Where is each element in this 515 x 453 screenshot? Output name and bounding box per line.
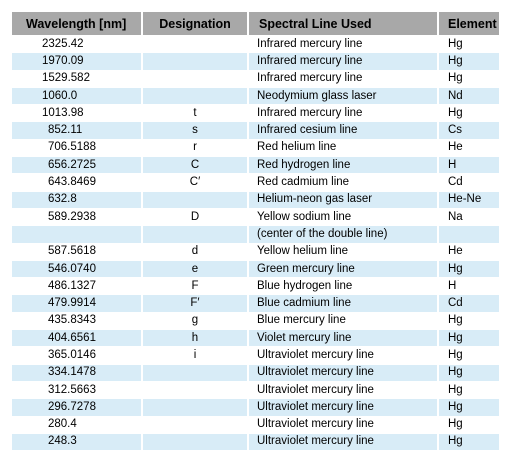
wavelength-cell: 1970.09 — [12, 53, 142, 70]
wavelength-cell: 296.7278 — [12, 399, 142, 416]
wavelength-cell: 404.6561 — [12, 330, 142, 347]
designation-cell: F — [142, 278, 248, 295]
spectral-line-cell: Ultraviolet mercury line — [248, 399, 438, 416]
table-body — [12, 36, 499, 451]
designation-cell — [142, 70, 248, 87]
element-cell: Hg — [438, 260, 499, 277]
designation-cell — [142, 433, 248, 450]
spectral-line-cell: Ultraviolet mercury line — [248, 433, 438, 450]
table-row — [12, 381, 499, 398]
wavelength-cell: 435.8343 — [12, 312, 142, 329]
designation-cell: r — [142, 139, 248, 156]
table-row — [12, 191, 499, 208]
designation-cell: d — [142, 243, 248, 260]
table-row — [12, 416, 499, 433]
wavelength-cell: 486.1327 — [12, 278, 142, 295]
designation-cell: F′ — [142, 295, 248, 312]
spectral-line-cell: Yellow helium line — [248, 243, 438, 260]
element-cell: Hg — [438, 364, 499, 381]
element-cell: Hg — [438, 433, 499, 450]
header-spectral-line: Spectral Line Used — [248, 12, 438, 36]
table-row — [12, 347, 499, 364]
designation-cell: D — [142, 208, 248, 225]
wavelength-cell — [12, 226, 142, 243]
spectral-line-cell: Green mercury line — [248, 260, 438, 277]
wavelength-cell: 334.1478 — [12, 364, 142, 381]
table-row — [12, 364, 499, 381]
table-row — [12, 105, 499, 122]
wavelength-cell: 1060.0 — [12, 87, 142, 104]
wavelength-cell: 587.5618 — [12, 243, 142, 260]
element-cell: Na — [438, 208, 499, 225]
spectral-line-cell: Ultraviolet mercury line — [248, 364, 438, 381]
spectral-line-cell: Infrared mercury line — [248, 53, 438, 70]
table-row — [12, 226, 499, 243]
wavelength-cell: 479.9914 — [12, 295, 142, 312]
spectral-line-cell: Infrared mercury line — [248, 105, 438, 122]
element-cell: Hg — [438, 381, 499, 398]
table-row — [12, 399, 499, 416]
spectral-line-cell: Violet mercury line — [248, 330, 438, 347]
table-row — [12, 208, 499, 225]
table-row — [12, 174, 499, 191]
header-element: Element — [438, 12, 499, 36]
element-cell: Nd — [438, 87, 499, 104]
spectral-line-cell: Infrared mercury line — [248, 36, 438, 53]
wavelength-cell: 643.8469 — [12, 174, 142, 191]
designation-cell — [142, 226, 248, 243]
designation-cell: i — [142, 347, 248, 364]
designation-cell: e — [142, 260, 248, 277]
table-row — [12, 295, 499, 312]
header-wavelength: Wavelength [nm] — [12, 12, 142, 36]
element-cell: Hg — [438, 330, 499, 347]
element-cell: Hg — [438, 312, 499, 329]
designation-cell — [142, 416, 248, 433]
table-row — [12, 330, 499, 347]
element-cell: Hg — [438, 105, 499, 122]
spectral-lines-table — [12, 12, 499, 450]
spectral-line-cell: Infrared cesium line — [248, 122, 438, 139]
spectral-line-cell: Infrared mercury line — [248, 70, 438, 87]
table-row — [12, 139, 499, 156]
table-row — [12, 433, 499, 450]
wavelength-cell: 280.4 — [12, 416, 142, 433]
spectral-line-cell: (center of the double line) — [248, 226, 438, 243]
element-cell — [438, 226, 499, 243]
designation-cell — [142, 381, 248, 398]
element-cell: Hg — [438, 53, 499, 70]
table-row — [12, 260, 499, 277]
spectral-line-cell: Blue mercury line — [248, 312, 438, 329]
designation-cell — [142, 399, 248, 416]
designation-cell: t — [142, 105, 248, 122]
wavelength-cell: 589.2938 — [12, 208, 142, 225]
spectral-line-cell: Blue hydrogen line — [248, 278, 438, 295]
table-row — [12, 243, 499, 260]
spectral-line-cell: Ultraviolet mercury line — [248, 381, 438, 398]
element-cell: Cd — [438, 174, 499, 191]
designation-cell — [142, 364, 248, 381]
wavelength-cell: 1013.98 — [12, 105, 142, 122]
element-cell: Hg — [438, 347, 499, 364]
table-row — [12, 36, 499, 53]
element-cell: He — [438, 243, 499, 260]
designation-cell: h — [142, 330, 248, 347]
designation-cell — [142, 36, 248, 53]
table-row — [12, 312, 499, 329]
wavelength-cell: 656.2725 — [12, 157, 142, 174]
wavelength-cell: 365.0146 — [12, 347, 142, 364]
spectral-line-cell: Neodymium glass laser — [248, 87, 438, 104]
header-row — [12, 12, 499, 36]
designation-cell: s — [142, 122, 248, 139]
spectral-line-cell: Red helium line — [248, 139, 438, 156]
element-cell: He-Ne — [438, 191, 499, 208]
table-row — [12, 70, 499, 87]
wavelength-cell: 312.5663 — [12, 381, 142, 398]
element-cell: Hg — [438, 416, 499, 433]
spectral-line-cell: Red cadmium line — [248, 174, 438, 191]
element-cell: Hg — [438, 36, 499, 53]
wavelength-cell: 852.11 — [12, 122, 142, 139]
wavelength-cell: 1529.582 — [12, 70, 142, 87]
table-row — [12, 157, 499, 174]
spectral-line-cell: Helium-neon gas laser — [248, 191, 438, 208]
wavelength-cell: 706.5188 — [12, 139, 142, 156]
element-cell: Cs — [438, 122, 499, 139]
spectral-line-cell: Yellow sodium line — [248, 208, 438, 225]
designation-cell: C′ — [142, 174, 248, 191]
element-cell: Hg — [438, 70, 499, 87]
spectral-line-cell: Red hydrogen line — [248, 157, 438, 174]
element-cell: Cd — [438, 295, 499, 312]
wavelength-cell: 248.3 — [12, 433, 142, 450]
table-row — [12, 53, 499, 70]
wavelength-cell: 546.0740 — [12, 260, 142, 277]
designation-cell — [142, 53, 248, 70]
element-cell: He — [438, 139, 499, 156]
spectral-line-cell: Blue cadmium line — [248, 295, 438, 312]
table-row — [12, 278, 499, 295]
wavelength-cell: 2325.42 — [12, 36, 142, 53]
designation-cell: C — [142, 157, 248, 174]
element-cell: Hg — [438, 399, 499, 416]
table-row — [12, 87, 499, 104]
spectral-lines-table-container — [12, 12, 499, 450]
element-cell: H — [438, 157, 499, 174]
designation-cell — [142, 191, 248, 208]
designation-cell: g — [142, 312, 248, 329]
element-cell: H — [438, 278, 499, 295]
wavelength-cell: 632.8 — [12, 191, 142, 208]
spectral-line-cell: Ultraviolet mercury line — [248, 416, 438, 433]
header-designation: Designation — [142, 12, 248, 36]
spectral-line-cell: Ultraviolet mercury line — [248, 347, 438, 364]
table-row — [12, 122, 499, 139]
designation-cell — [142, 87, 248, 104]
